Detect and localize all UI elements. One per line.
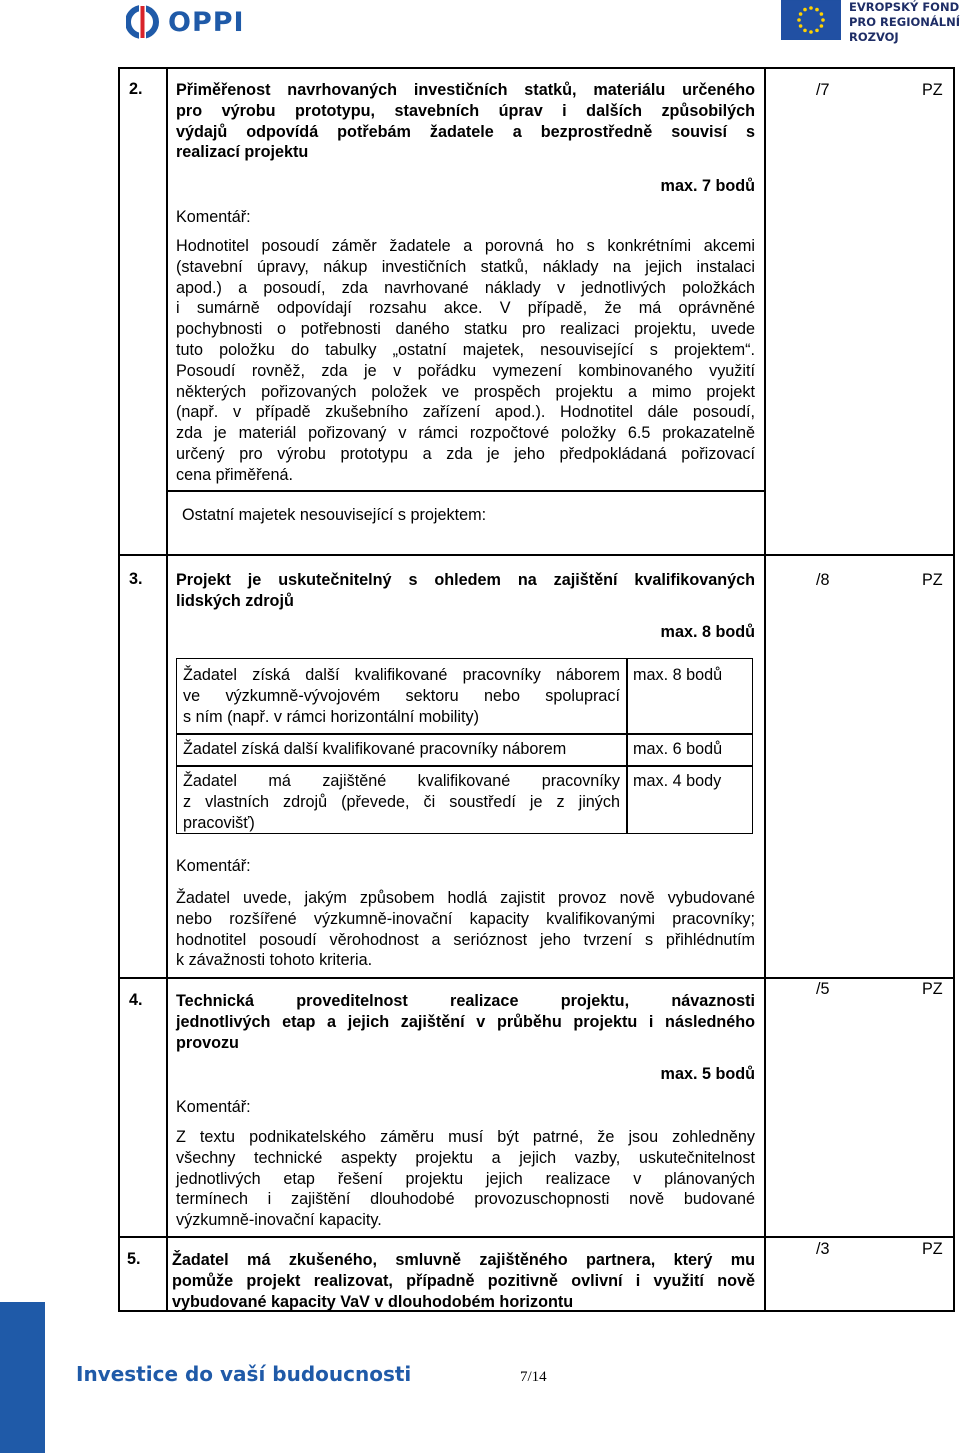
criteria-row: Žadatel získá další kvalifikované pracovníky náborem ve výzkumně-vývojovém sektoru nebo spoluprací s ním (např. v rámci horizontální mobility) <box>183 666 620 726</box>
criteria-row: Žadatel získá další kvalifikované pracovníky náborem <box>183 740 567 758</box>
page-number: 7/14 <box>520 1369 547 1385</box>
section-number: 3. <box>129 570 143 588</box>
table-row-divider <box>118 554 955 556</box>
pz-label: PZ <box>922 571 943 589</box>
max-points: max. 7 bodů <box>660 177 755 195</box>
oppi-logo-icon <box>126 2 162 42</box>
section-title: Projekt je uskutečnitelný s ohledem na zajištění kvalifikovaných lidských zdrojů <box>176 571 755 610</box>
criteria-divider <box>626 658 628 834</box>
criteria-points: max. 4 body <box>633 772 722 790</box>
oppi-logo-text: OPPI <box>168 6 245 38</box>
other-assets-label: Ostatní majetek nesouvisející s projektem: <box>182 506 487 524</box>
criteria-divider <box>176 733 753 735</box>
score-field: /7 <box>816 81 830 99</box>
comment-text: Z textu podnikatelského záměru musí být patrné, že jsou zohledněny všechny technické aspekty projektu a jejich vazby, uskutečnitelnost jednotlivých etap řešení projektu jejich realizace v plánovaných termínech i zajištění dlouhodobé provozuschopnosti nově budované výzkumně-inovační kapacity. <box>176 1128 755 1230</box>
max-points: max. 5 bodů <box>660 1065 755 1083</box>
criteria-divider <box>176 765 753 767</box>
section-number: 4. <box>129 991 143 1009</box>
comment-label: Komentář: <box>176 1098 251 1116</box>
score-field: /3 <box>816 1240 830 1258</box>
criteria-points: max. 6 bodů <box>633 740 723 758</box>
pz-label: PZ <box>922 81 943 99</box>
oppi-logo <box>126 2 245 42</box>
score-field: /8 <box>816 571 830 589</box>
eu-flag-icon <box>781 0 841 40</box>
table-row-divider <box>118 1236 955 1238</box>
section-number: 2. <box>129 80 143 98</box>
score-field: /5 <box>816 980 830 998</box>
max-points: max. 8 bodů <box>660 623 755 641</box>
comment-label: Komentář: <box>176 857 251 875</box>
comment-text: Hodnotitel posoudí záměr žadatele a porovná ho s konkrétními akcemi (stavební úpravy, nákup investičních statků, náklady na jejich instalaci apod.) a posoudí, zda navrhované náklady v jednotlivých položkách i sumárně odpovídají rozsahu akce. V případě, že má oprávněné pochybnosti o potřebnosti daného statku pro realizaci projektu, uvede tuto položku do tabulky „ostatní majetek, nesouvisející s projektem“. Posoudí rovněž, zda je v pořádku vymezení kombinovaného využití některých pořizovaných položek ve prospěch projektu a mimo projekt (např. v případě zkušebního zařízení apod.). Hodnotitel dále posoudí, zda je materiál pořizovaný v rámci rozpočtové položky 6.5 prokazatelně určený pro výrobu prototypu a zda je jeho předpokládaná pořizovací cena přiměřená. <box>176 237 755 484</box>
table-divider <box>764 67 766 1312</box>
criteria-row: Žadatel má zajištěné kvalifikované pracovníky z vlastních zdrojů (převede, či soustředí je z jiných pracovišť) <box>183 772 620 832</box>
pz-label: PZ <box>922 1240 943 1258</box>
eu-logo-line: ROZVOJ <box>848 30 899 44</box>
section-title: Technická proveditelnost realizace projektu, návaznosti jednotlivých etap a jejich zajištění v průběhu projektu i následného provozu <box>176 992 755 1052</box>
criteria-points: max. 8 bodů <box>633 666 723 684</box>
section-title: Přiměřenost navrhovaných investičních statků, materiálu určeného pro výrobu prototypu, stavebních úprav i dalších způsobilých výdajů odpovídá potřebám žadatele a bezprostředně souvisí s realizací projektu <box>176 81 755 162</box>
inner-divider <box>166 490 765 492</box>
comment-label: Komentář: <box>176 208 251 226</box>
footer-brand-bar <box>0 1302 45 1453</box>
footer-slogan: Investice do vaší budoucnosti <box>76 1362 412 1386</box>
eu-logo-text <box>849 0 960 45</box>
eu-logo-line: PRO REGIONÁLNÍ <box>848 15 960 29</box>
eu-logo-line: EVROPSKÝ FOND <box>848 0 960 14</box>
eu-erdf-logo <box>781 0 960 45</box>
table-row-divider <box>118 977 955 979</box>
comment-text: Žadatel uvede, jakým způsobem hodlá zajistit provoz nově vybudované nebo rozšířené výzkumně-inovační kapacity kvalifikovanými pracovníky; hodnotitel posoudí věrohodnost a serióznost jeho tvrzení s přihlédnutím k závažnosti tohoto kriteria. <box>176 889 755 970</box>
section-title: Žadatel má zkušeného, smluvně zajištěného partnera, který mu pomůže projekt realizovat, případně pozitivně ovlivní i využití nově vybudované kapacity VaV v dlouhodobém horizontu <box>172 1251 755 1311</box>
table-divider <box>166 67 168 1312</box>
pz-label: PZ <box>922 980 943 998</box>
section-number: 5. <box>127 1250 141 1268</box>
